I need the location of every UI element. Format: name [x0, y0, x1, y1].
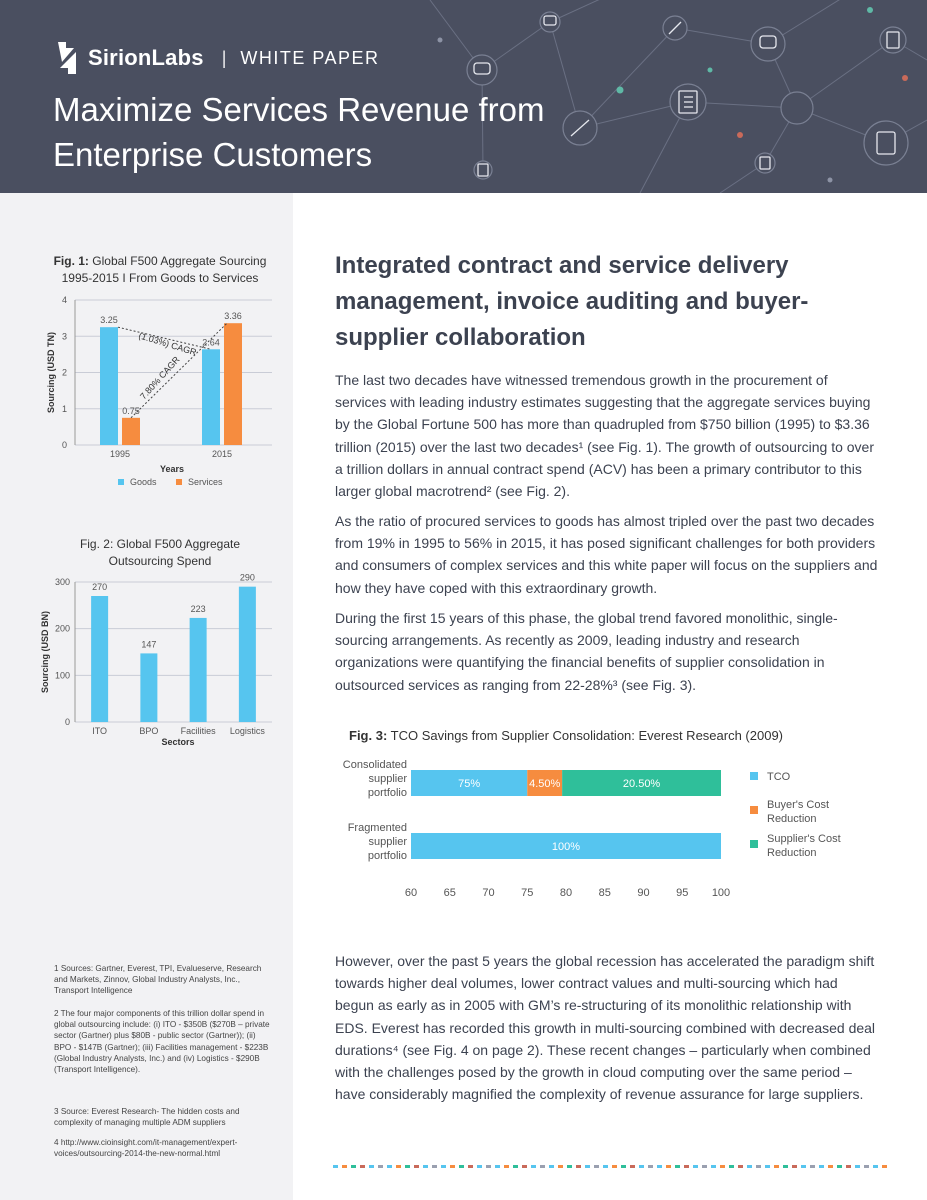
fig2-bar [239, 587, 256, 722]
footer-dot [774, 1165, 779, 1168]
footer-dot [540, 1165, 545, 1168]
fig3-legend-swatch [750, 806, 758, 814]
fig1-legend-swatch [176, 479, 182, 485]
fig1-xtick-label: 2015 [211, 449, 233, 459]
fig3-legend-label: Reduction [767, 847, 817, 859]
footer-dot [801, 1165, 806, 1168]
fig2-xtick-label: Facilities [180, 726, 216, 736]
fig3-row-label: supplier [368, 836, 407, 848]
footer-dot [621, 1165, 626, 1168]
footer-dot [846, 1165, 851, 1168]
footer-dot [369, 1165, 374, 1168]
fig2-caption [40, 536, 280, 570]
fig3-legend-label: Reduction [767, 813, 817, 825]
fig2-bar-chart [30, 572, 290, 752]
fig2-caption-line1: Fig. 2: Global F500 Aggregate [79, 537, 241, 551]
footer-dot [495, 1165, 500, 1168]
footnote-1: 1 Sources: Gartner, Everest, TPI, Evalueserve, Research and Markets, Zinnov, Global Industry Analysts, Inc., Transport Intelligence [54, 964, 262, 996]
footer-dot [711, 1165, 716, 1168]
footer-dot [792, 1165, 797, 1168]
footer-dot [558, 1165, 563, 1168]
fig1-ytick-label: 2 [61, 367, 67, 378]
footer-dot [414, 1165, 419, 1168]
fig1-legend-swatch [118, 479, 124, 485]
fig3-xtick-label: 75 [521, 887, 534, 899]
footer-dot [693, 1165, 698, 1168]
footer-dot [639, 1165, 644, 1168]
section-heading: Integrated contract and service delivery management, invoice auditing and buyer-supplier collaboration [335, 252, 809, 351]
title-line-2: Enterprise Customers [53, 136, 373, 173]
fig3-xtick-label: 80 [559, 887, 573, 899]
fig2-ytick-label: 0 [64, 717, 70, 727]
paragraph-1: The last two decades have witnessed tremendous growth in the procurement of services with leading industry estimates suggesting that the aggregate services buying by the Global Fortune 500 has more than quadrupled from $750 billion (1995) to $3.36 trillion (2015) over the last two decades¹ (see Fig. 1). The growth of outsourcing to over a trillion dollars in annual contract spend (ACV) has been a primary contributor to this larger global macrotrend² (see Fig. 2). [335, 372, 875, 500]
fig3-row-label: Consolidated [342, 759, 407, 771]
fig2-bar [91, 596, 108, 722]
fig2-bar [190, 618, 207, 722]
fig3-stacked-bar-chart [330, 750, 890, 910]
footer-dot [630, 1165, 635, 1168]
fig2-value-label: 147 [141, 639, 157, 650]
fig1-value-label: 2.64 [202, 337, 220, 348]
footer-dot [603, 1165, 608, 1168]
fig2-ylabel: Sourcing (USD BN) [40, 611, 50, 693]
footer-dot [594, 1165, 599, 1168]
fig2-xlabel: Sectors [161, 737, 195, 747]
footer-dot [468, 1165, 473, 1168]
fig3-segment-label: 4.50% [529, 778, 561, 790]
fig1-legend-label: Goods [130, 477, 157, 487]
footer-dot [486, 1165, 491, 1168]
footer-dot [441, 1165, 446, 1168]
footer-dot [432, 1165, 437, 1168]
fig3-xtick-label: 100 [711, 887, 731, 899]
fig1-ytick-label: 3 [61, 331, 67, 342]
fig2-xtick-label: BPO [139, 726, 159, 736]
fig3-caption-text: TCO Savings from Supplier Consolidation: Everest Research (2009) [390, 728, 784, 743]
fig1-annotation-goods: (1.03%) CAGR [137, 330, 198, 358]
brand-separator: | [221, 47, 227, 68]
footer-dot [819, 1165, 824, 1168]
fig2-ytick-label: 200 [54, 623, 70, 634]
fig1-ytick-label: 0 [61, 440, 67, 450]
fig1-caption-line2: 1995-2015 I From Goods to Services [61, 271, 259, 285]
footer-dot [729, 1165, 734, 1168]
fig3-row-label: Fragmented [347, 822, 407, 834]
footer-dot [585, 1165, 590, 1168]
footer-dot [666, 1165, 671, 1168]
page-title [53, 87, 673, 177]
fig3-row-label: supplier [368, 773, 407, 785]
footer-dot [387, 1165, 392, 1168]
footnote-4: 4 http://www.cioinsight.com/it-management/expert-voices/outsourcing-2014-the-new-normal.html [54, 1138, 238, 1159]
paragraph-2: As the ratio of procured services to goods has almost tripled over the past two decades from 19% in 1995 to 56% in 2015, it has posed significant challenges for both providers and consumers of complex services and this white paper will focus on the suppliers and how they have coped with this extraordinary growth. [335, 513, 878, 596]
fig1-bar-goods [100, 327, 118, 445]
footer-dot [531, 1165, 536, 1168]
footer-dot [450, 1165, 455, 1168]
footer-dot [342, 1165, 347, 1168]
fig1-caption-text: Global F500 Aggregate Sourcing [92, 254, 267, 268]
fig3-legend-swatch [750, 772, 758, 780]
fig2-value-label: 223 [190, 603, 206, 614]
footer-dot [522, 1165, 527, 1168]
fig3-segment-label: 100% [551, 841, 581, 853]
fig1-bar-services [224, 323, 242, 445]
fig2-bar [140, 653, 157, 722]
footnote-3: 3 Source: Everest Research- The hidden costs and complexity of managing multiple ADM suppliers [54, 1107, 240, 1128]
fig3-xtick-label: 85 [598, 887, 611, 899]
footer-dot [837, 1165, 842, 1168]
fig2-xtick-label: ITO [92, 726, 108, 736]
footer-dot [576, 1165, 581, 1168]
footer-dot [360, 1165, 365, 1168]
fig1-bar-services [122, 418, 140, 445]
fig2-caption-line2: Outsourcing Spend [108, 554, 212, 568]
footer-dot-divider [333, 1165, 893, 1169]
fig3-xtick-label: 60 [404, 887, 418, 899]
header-banner [0, 0, 927, 193]
fig3-segment-label: 20.50% [622, 778, 661, 790]
footer-dot [567, 1165, 572, 1168]
fig3-xtick-label: 70 [482, 887, 495, 899]
footer-dot [333, 1165, 338, 1168]
fig1-value-label: 0.75 [122, 405, 140, 416]
footer-dot [702, 1165, 707, 1168]
fig1-bar-chart [30, 290, 290, 490]
footer-dot [648, 1165, 653, 1168]
paragraph-3: During the first 15 years of this phase, the global trend favored monolithic, single-sourcing arrangements. As recently as 2009, leading industry and research organizations were quantifying the financial benefits of supplier consolidation in outsourced services as ranging from 22-28%³ (see Fig. 3). [335, 610, 838, 693]
fig1-caption-label: Fig. 1: [53, 254, 89, 268]
footer-dot [423, 1165, 428, 1168]
fig3-legend-swatch [750, 840, 758, 848]
fig2-value-label: 270 [92, 582, 108, 592]
footer-dot [873, 1165, 878, 1168]
fig3-xtick-label: 90 [637, 887, 650, 899]
footer-dot [738, 1165, 743, 1168]
fig1-value-label: 3.25 [100, 315, 118, 326]
sirionlabs-logo-icon [54, 40, 80, 76]
footer-dot [504, 1165, 509, 1168]
footer-dot [351, 1165, 356, 1168]
fig1-ytick-label: 1 [61, 403, 67, 414]
brand-name: SirionLabs [88, 45, 204, 70]
fig3-legend-label: Supplier's Cost [767, 833, 841, 845]
fig1-annotation-services: 7.80% CAGR [138, 354, 182, 402]
footer-dot [720, 1165, 725, 1168]
fig1-xlabel: Years [159, 464, 185, 474]
footer-dot [864, 1165, 869, 1168]
brand-bar [54, 40, 380, 76]
fig1-xtick-label: 1995 [109, 449, 131, 459]
fig3-row-label: portfolio [367, 787, 407, 799]
fig3-row-label: portfolio [367, 850, 407, 862]
footer-dot [612, 1165, 617, 1168]
footer-dot [810, 1165, 815, 1168]
fig3-caption [349, 728, 783, 743]
footer-dot [783, 1165, 788, 1168]
fig2-value-label: 290 [239, 572, 255, 583]
fig1-bar-goods [202, 349, 220, 445]
footer-dot [657, 1165, 662, 1168]
fig3-caption-label: Fig. 3: [349, 728, 388, 743]
fig2-xtick-label: Logistics [229, 726, 265, 736]
footer-dot [765, 1165, 770, 1168]
footer-dot [756, 1165, 761, 1168]
fig1-value-label: 3.36 [224, 311, 242, 322]
footer-dot [549, 1165, 554, 1168]
footer-dot [855, 1165, 860, 1168]
footer-dot [675, 1165, 680, 1168]
footnote-2: 2 The four major components of this trillion dollar spend in global outsourcing include: (i) ITO - $350B ($270B – private sector (Gartner) plus $80B - public sector (Gartner)); (ii) BPO - $147B (Gartner); (iii) Facilities management - $223B (Global Industry Analysts, Inc.) and (iv) Logistics - $290B (Transport Intelligence). [54, 1009, 270, 1075]
fig2-ytick-label: 300 [54, 577, 70, 587]
footer-dot [396, 1165, 401, 1168]
title-line-1: Maximize Services Revenue from [53, 91, 545, 128]
fig1-caption [40, 253, 280, 287]
paragraph-4: However, over the past 5 years the global recession has accelerated the paradigm shift towards higher deal volumes, lower contract values and multi-sourcing which had begun as early as in 2005 with GM’s re-structuring of its monolithic relationship with EDS. Everest has recorded this growth in multi-sourcing combined with decreased deal durations⁴ (see Fig. 4 on page 2). These recent changes – particularly when combined with the challenges posed by the growth in cloud computing over the same period – have considerably magnified the complexity of revenue assurance for large suppliers. [335, 953, 876, 1103]
fig1-legend-label: Services [188, 477, 223, 487]
fig1-ytick-label: 4 [61, 295, 67, 305]
footer-dot [378, 1165, 383, 1168]
footer-dot [684, 1165, 689, 1168]
document-type: WHITE PAPER [240, 47, 380, 68]
fig3-legend-label: Buyer's Cost [767, 799, 830, 811]
footer-dot [882, 1165, 887, 1168]
footer-dot [405, 1165, 410, 1168]
footer-dot [477, 1165, 482, 1168]
fig3-xtick-label: 95 [676, 887, 689, 899]
fig3-segment-label: 75% [458, 778, 481, 790]
fig2-ytick-label: 100 [54, 670, 70, 681]
fig1-ylabel: Sourcing (USD TN) [46, 332, 56, 413]
fig3-legend-label: TCO [767, 771, 791, 783]
footer-dot [513, 1165, 518, 1168]
footer-dot [747, 1165, 752, 1168]
footer-dot [459, 1165, 464, 1168]
fig3-xtick-label: 65 [443, 887, 456, 899]
footer-dot [828, 1165, 833, 1168]
